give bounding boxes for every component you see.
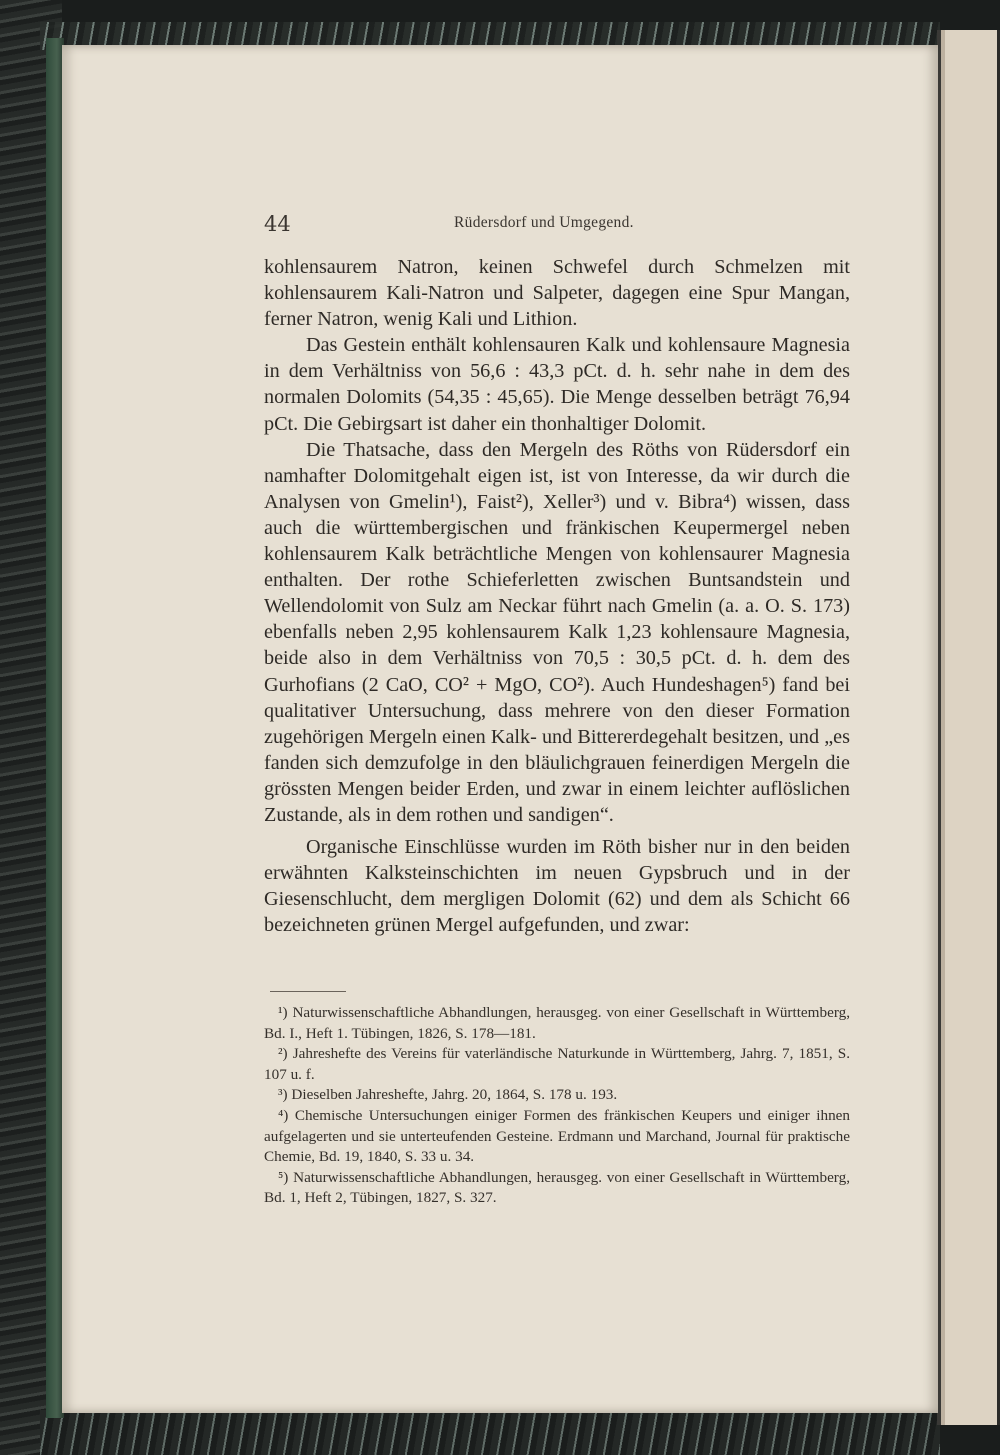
body-text [264,254,850,938]
paragraph: kohlensaurem Natron, keinen Schwefel durch Schmelzen mit kohlensaurem Kali-Natron und Salpeter, dagegen eine Spur Mangan, ferner Natron, wenig Kali und Lithion. [264,256,850,331]
footnote: ³) Dieselben Jahreshefte, Jahrg. 20, 1864, S. 178 u. 193. [278,1086,618,1104]
running-head: Rüdersdorf und Umgegend. [454,214,634,231]
paragraph: Die Thatsache, dass den Mergeln des Röths von Rüdersdorf ein namhafter Dolomitgehalt eigen ist, ist von Interesse, da wir durch die Analysen von Gmelin¹), Faist²), Xeller³) und v. Bibra⁴) wissen, dass auch die württembergischen und fränkischen Keupermergel neben kohlensaurem Kalk beträchtliche Mengen von kohlensaurer Magnesia enthalten. Der rothe Schieferletten zwischen Buntsandstein und Wellendolomit von Sulz am Neckar führt nach Gmelin (a. a. O. S. 173) ebenfalls neben 2,95 kohlensaurem Kalk 1,23 kohlensaure Magnesia, beide also in dem Verhältniss von 70,5 : 30,5 pCt. d. h. dem des Gurhofians (2 CaO, CO² + MgO, CO²). Auch Hundeshagen⁵) fand bei qualitativer Untersuchung, dass mehrere von den dieser Formation zugehörigen Mergeln einen Kalk- und Bittererdegehalt besitzen, und „es fanden sich demzufolge in den bläulichgrauen feinerdigen Mergeln die grössten Mengen beider Erden, und zwar in einem leichter auflöslichen Zustande, als in dem rothen und sandigen“. [264,438,850,826]
book-binding-bottom [40,1410,940,1455]
footnotes [264,1003,850,1209]
footnote: ⁴) Chemische Untersuchungen einiger Formen des fränkischen Keupers und einiger ihnen aufgelagerten und sie unterteufenden Gesteine. Erdmann und Marchand, Journal für praktische Chemie, Bd. 19, 1840, S. 33 u. 34. [264,1106,850,1166]
paragraph: Organische Einschlüsse wurden im Röth bisher nur in den beiden erwähnten Kalksteinschichten im neuen Gypsbruch und in der Giesenschlucht, dem mergligen Dolomit (62) und dem als Schicht 66 bezeichneten grünen Mergel aufgefunden, und zwar: [264,836,850,937]
facing-page-edge [937,30,1000,1425]
page-header [264,212,854,238]
footnote: ¹) Naturwissenschaftliche Abhandlungen, herausgeg. von einer Gesellschaft in Württemberg, Bd. I., Heft 1. Tübingen, 1826, S. 178—181. [264,1004,850,1042]
footnote-divider [270,991,346,992]
paragraph: Das Gestein enthält kohlensauren Kalk und kohlensaure Magnesia in dem Verhältniss von 56,6 : 43,3 pCt. d. h. sehr nahe in dem des normalen Dolomits (54,35 : 45,65). Die Menge desselben beträgt 76,94 pCt. Die Gebirgsart ist daher ein thonhaltiger Dolomit. [264,334,850,435]
footnote: ⁵) Naturwissenschaftliche Abhandlungen, herausgeg. von einer Gesellschaft in Württemberg, Bd. 1, Heft 2, Tübingen, 1827, S. 327. [264,1168,850,1207]
page-number: 44 [264,212,291,236]
footnote: ²) Jahreshefte des Vereins für vaterländische Naturkunde in Württemberg, Jahrg. 7, 1851, S. 107 u. f. [264,1045,850,1083]
